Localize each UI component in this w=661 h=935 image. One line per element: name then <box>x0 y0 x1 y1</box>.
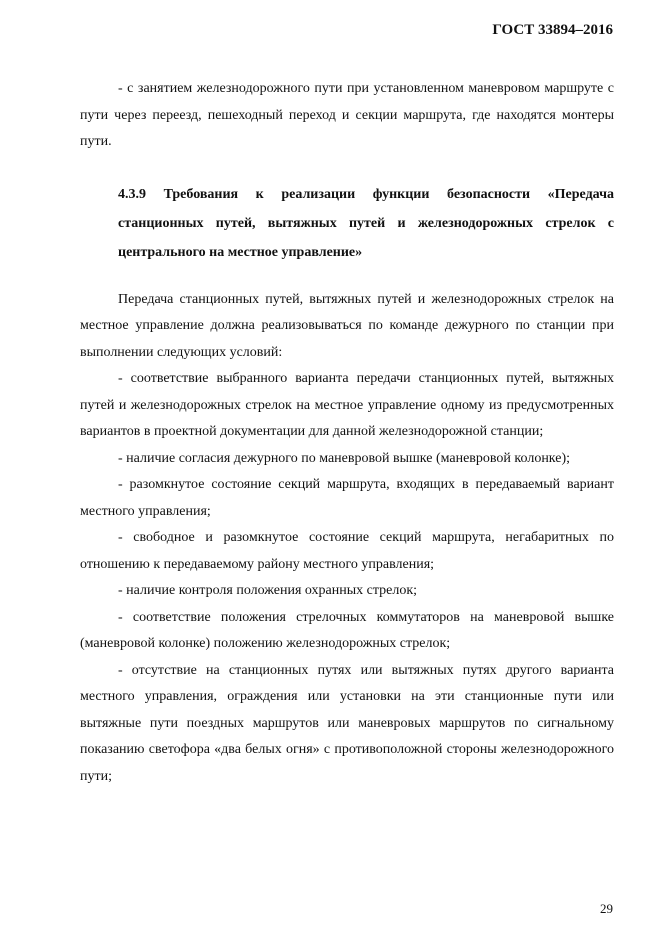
page-number: 29 <box>600 901 613 916</box>
list-item: - наличие согласия дежурного по маневровой вышке (маневровой колонке); <box>118 450 571 466</box>
section-heading: 4.3.9 Требования к реализации функции безопасности «Передача станционных путей, вытяжных путей и железнодорожных стрелок с центрального на местное управление» <box>118 186 614 260</box>
paragraph-main: Передача станционных путей, вытяжных путей и железнодорожных стрелок на местное управление должна реализовываться по команде дежурного по станции при выполнении следующих условий: <box>80 291 614 360</box>
document-code: ГОСТ 33894–2016 <box>492 22 613 38</box>
paragraph-intro: - с занятием железнодорожного пути при установленном маневровом маршруте с пути через переезд, пешеходный переход и секции маршрута, где находятся монтеры пути. <box>80 81 614 149</box>
list-item: - отсутствие на станционных путях или вытяжных путях другого варианта местного управления, ограждения или установки на эти станционные пути или вытяжные пути поездных маршрутов или маневровых маршрутов по сигнальному показанию светофора «два белых огня» с противоположной стороны железнодорожного пути; <box>80 662 614 784</box>
list-item: - соответствие выбранного варианта передачи станционных путей, вытяжных путей и железнодорожных стрелок на местное управление одному из предусмотренных вариантов в проектной документации для данной железнодорожной станции; <box>80 371 614 439</box>
list-item: - свободное и разомкнутое состояние секций маршрута, негабаритных по отношению к передаваемому району местного управления; <box>80 530 614 572</box>
list-item: - разомкнутое состояние секций маршрута, входящих в передаваемый вариант местного управления; <box>80 477 614 519</box>
list-item: - наличие контроля положения охранных стрелок; <box>118 583 418 598</box>
list-item: - соответствие положения стрелочных коммутаторов на маневровой вышке (маневровой колонке) положению железнодорожных стрелок; <box>80 609 614 651</box>
page-body <box>80 76 614 790</box>
